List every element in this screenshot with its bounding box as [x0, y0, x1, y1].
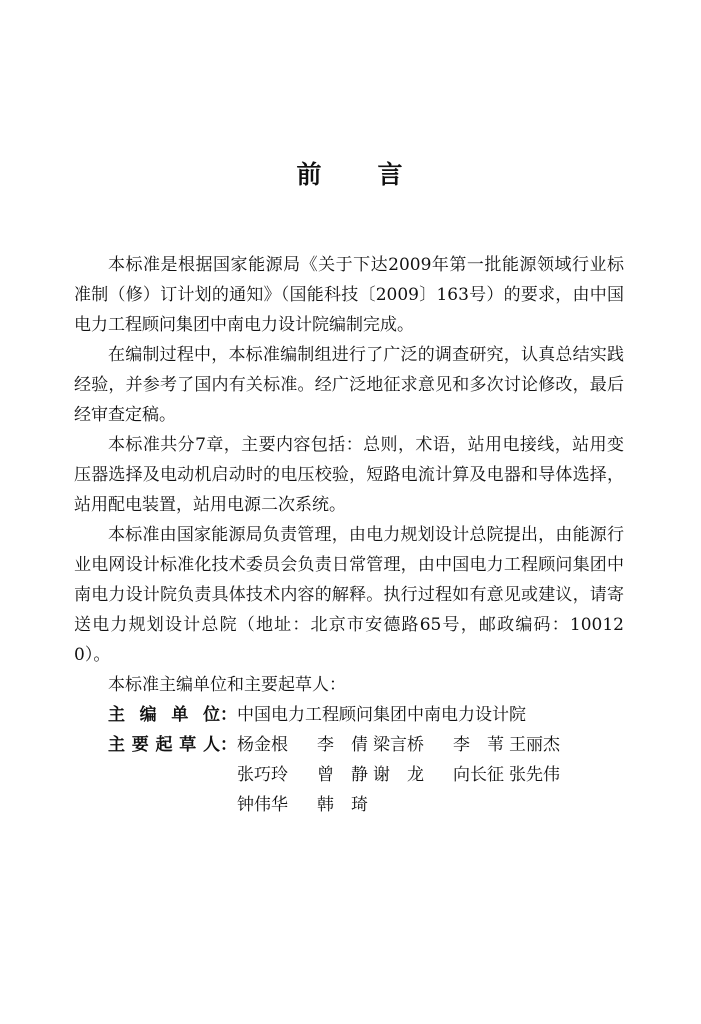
- paragraph-basis: 本标准是根据国家能源局《关于下达2009年第一批能源领域行业标准制（修）订计划的通知》（国能科技〔2009〕163号）的要求，由中国电力工程顾问集团中南电力设计院编制完成。: [74, 255, 624, 335]
- editor-unit-colon: ：: [220, 705, 237, 725]
- title-char-1: 前: [296, 160, 324, 189]
- drafters-colon: ：: [220, 735, 237, 755]
- editor-unit-value: 中国电力工程顾问集团中南电力设计院: [237, 705, 526, 725]
- editor-unit-row: [108, 700, 624, 730]
- drafter-name: 钟伟华: [237, 795, 288, 815]
- drafter-name: 李 倩: [317, 735, 368, 755]
- drafter-name: 杨金根: [237, 735, 288, 755]
- drafter-name: 梁言桥: [373, 735, 424, 755]
- paragraph-management: 本标准由国家能源局负责管理，由电力规划设计总院提出，由能源行业电网设计标准化技术委员会负责日常管理，由中国电力工程顾问集团中南电力设计院负责具体技术内容的解释。执行过程如有意见或建议，请寄送电力规划设计总院（地址：北京市安德路65号，邮政编码：100120）。: [74, 525, 624, 665]
- drafter-name: 韩 琦: [317, 795, 368, 815]
- title-char-2: 言: [377, 160, 405, 189]
- paragraph-contents: 本标准共分7章，主要内容包括：总则，术语，站用电接线，站用变压器选择及电动机启动时的电压校验，短路电流计算及电器和导体选择，站用配电装置，站用电源二次系统。: [74, 435, 624, 515]
- drafter-name: 向长征: [453, 765, 504, 785]
- drafter-name: 王丽杰: [509, 735, 560, 755]
- page-title: [0, 157, 701, 193]
- drafter-name: 张先伟: [509, 765, 560, 785]
- drafters-row: [108, 730, 624, 820]
- drafter-name: 曾 静: [317, 765, 368, 785]
- paragraph-process: 在编制过程中，本标准编制组进行了广泛的调查研究，认真总结实践经验，并参考了国内有关标准。经广泛地征求意见和多次讨论修改，最后经审查定稿。: [74, 345, 624, 425]
- drafters-list: [237, 730, 579, 820]
- paragraph-authors-intro: 本标准主编单位和主要起草人：: [108, 675, 346, 695]
- drafter-name: 李 苇: [453, 735, 504, 755]
- editor-unit-label: 主编单位: [108, 705, 220, 725]
- drafters-label: 主要起草人: [108, 735, 220, 755]
- drafter-name: 张巧玲: [237, 765, 288, 785]
- drafter-name: 谢 龙: [373, 765, 424, 785]
- preface-body: [74, 250, 624, 820]
